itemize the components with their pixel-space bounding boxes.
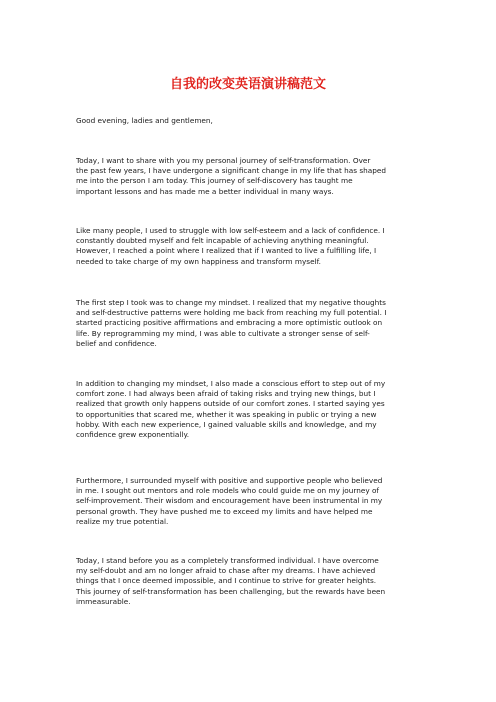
- body-paragraph: Like many people, I used to struggle with low self-esteem and a lack of confidence. I constantly doubted myself and felt incapable of achieving anything meaningful. However, I reached a point where I realized that if I wanted to live a fulfilling life, I needed to take charge of my own happiness and transform myself.: [76, 226, 385, 266]
- document-title: 自我的改变英语演讲稿范文: [169, 77, 326, 92]
- body-paragraph: In addition to changing my mindset, I also made a conscious effort to step out of my comfort zone. I had always been afraid of taking risks and trying new things, but I realized that growth only happens outside of our comfort zones. I started saying yes to opportunities that scared me, whether it was speaking in public or trying a new hobby. With each new experience, I gained valuable skills and knowledge, and my confidence grew exponentially.: [76, 379, 386, 440]
- body-paragraph: The first step I took was to change my mindset. I realized that my negative thoughts and self-destructive patterns were holding me back from reaching my full potential. I started practicing positive affirmations and embracing a more optimistic outlook on life. By reprogramming my mind, I was able to cultivate a stronger sense of self- belief and confidence.: [76, 298, 387, 348]
- greeting-paragraph: Good evening, ladies and gentlemen,: [76, 116, 213, 125]
- body-paragraph: Today, I stand before you as a completely transformed individual. I have overcome my self-doubt and am no longer afraid to chase after my dreams. I have achieved things that I once deemed impossible, and I continue to strive for greater heights. This journey of self-transformation has been challenging, but the rewards have been immeasurable.: [76, 556, 386, 606]
- body-paragraph: Today, I want to share with you my personal journey of self-transformation. Over the past few years, I have undergone a significant change in my life that has shaped me into the person I am today. This journey of self-discovery has taught me important lessons and has made me a better individual in many ways.: [76, 156, 387, 196]
- body-paragraph: Furthermore, I surrounded myself with positive and supportive people who believed in me. I sought out mentors and role models who could guide me on my journey of self-improvement. Their wisdom and encouragement have been instrumental in my personal growth. They have pushed me to exceed my limits and have helped me realize my true potential.: [76, 476, 383, 526]
